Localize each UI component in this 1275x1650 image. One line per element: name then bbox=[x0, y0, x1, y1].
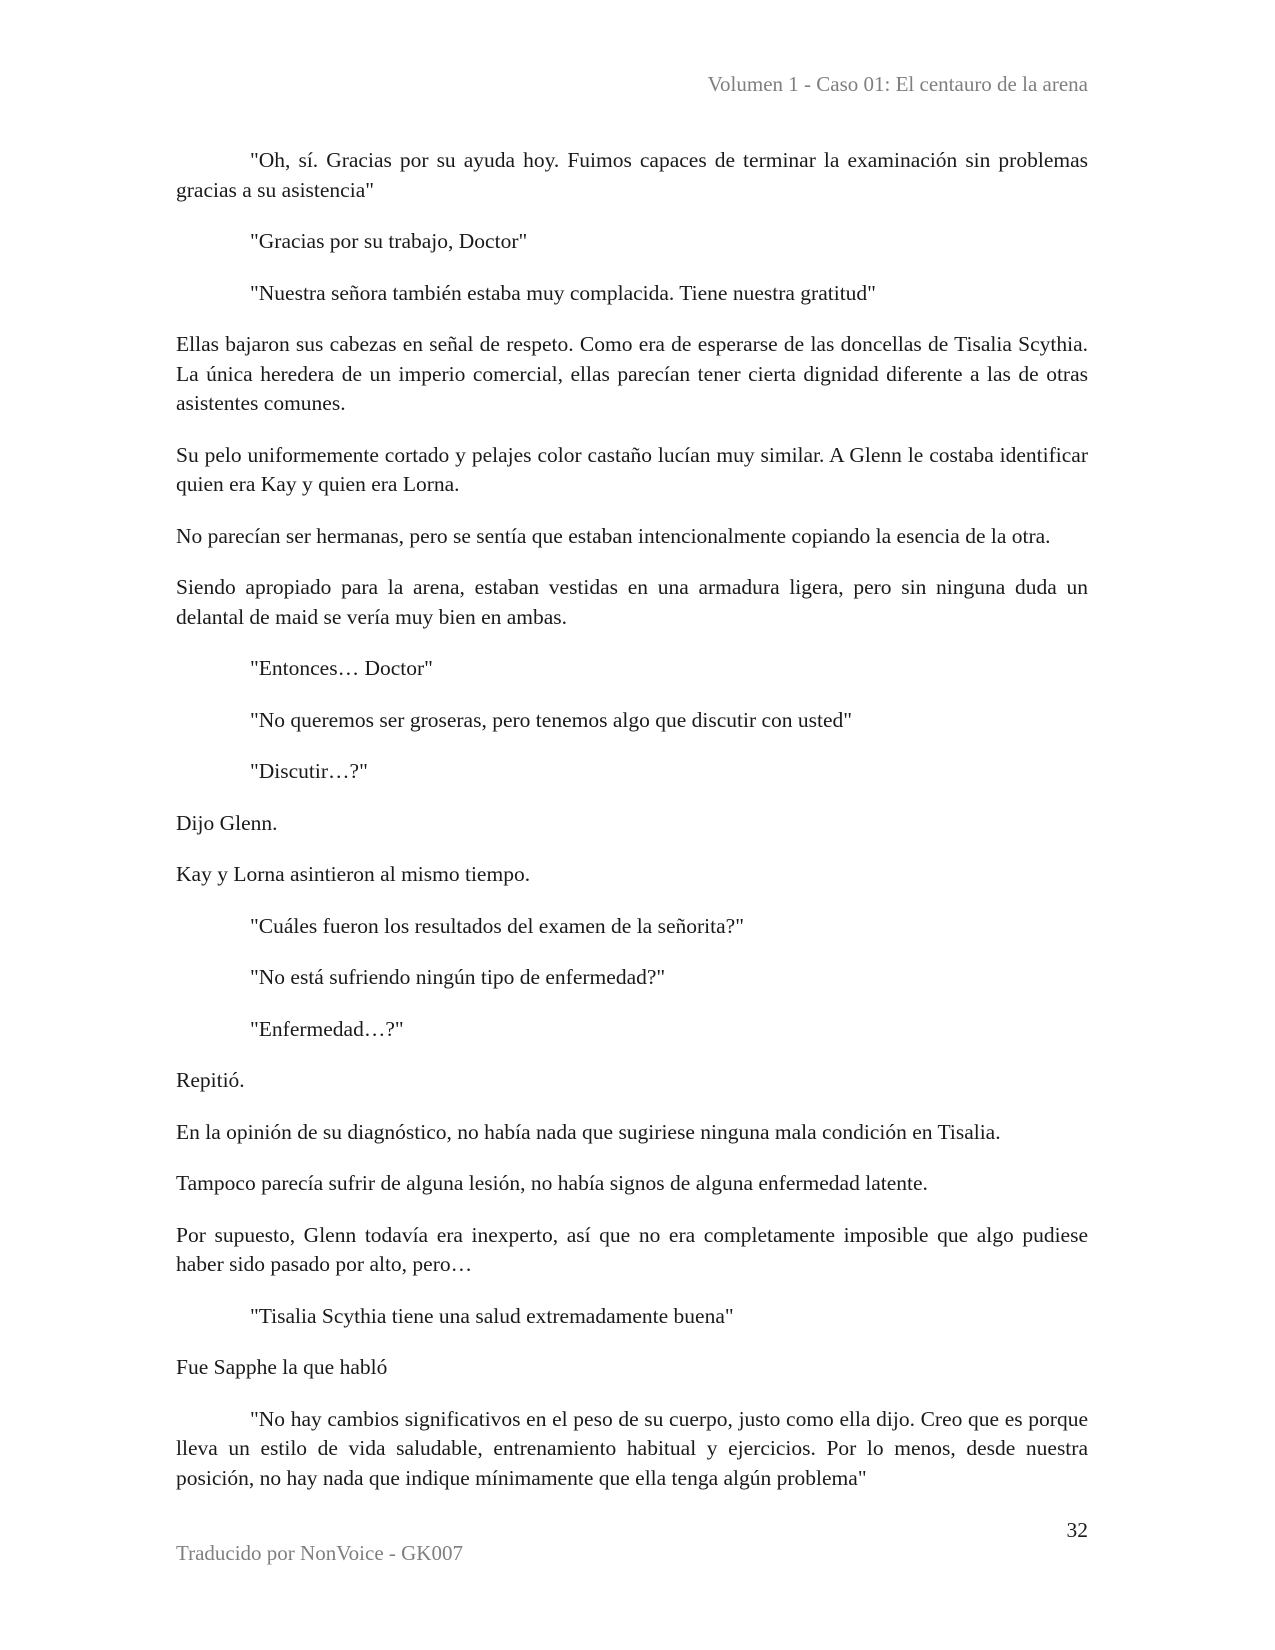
paragraph: Su pelo uniformemente cortado y pelajes color castaño lucían muy similar. A Glenn le costaba identificar quien era Kay y quien era Lorna. bbox=[176, 442, 1088, 496]
paragraph: Ellas bajaron sus cabezas en señal de respeto. Como era de esperarse de las doncellas de Tisalia Scythia. La única heredera de un imperio comercial, ellas parecían tener cierta dignidad diferente a las de otras asistentes comunes. bbox=[176, 332, 1088, 415]
paragraph: "No queremos ser groseras, pero tenemos algo que discutir con usted" bbox=[250, 707, 853, 732]
paragraph: "Nuestra señora también estaba muy complacida. Tiene nuestra gratitud" bbox=[250, 280, 876, 305]
paragraph: Tampoco parecía sufrir de alguna lesión, no había signos de alguna enfermedad latente. bbox=[176, 1171, 928, 1195]
paragraph: "Discutir…?" bbox=[250, 759, 368, 783]
paragraph: Repitió. bbox=[176, 1068, 245, 1092]
paragraph: Dijo Glenn. bbox=[176, 810, 278, 835]
paragraph: "Enfermedad…?" bbox=[250, 1016, 404, 1041]
paragraph: Por supuesto, Glenn todavía era inexperto, así que no era completamente imposible que algo pudiese haber sido pasado por alto, pero… bbox=[176, 1222, 1088, 1276]
page-number: 32 bbox=[1066, 1518, 1088, 1542]
paragraph: No parecían ser hermanas, pero se sentía que estaban intencionalmente copiando la esencia de la otra. bbox=[176, 523, 1051, 548]
paragraph: En la opinión de su diagnóstico, no había nada que sugiriese ninguna mala condición en Tisalia. bbox=[176, 1119, 1001, 1144]
paragraph: "No hay cambios significativos en el peso de su cuerpo, justo como ella dijo. Creo que es porque lleva un estilo de vida saludable, entrenamiento habitual y ejercicios. Por lo menos, desde nuestra posición, no hay nada que indique mínimamente que ella tenga algún problema" bbox=[176, 1406, 1088, 1490]
paragraph: "No está sufriendo ningún tipo de enfermedad?" bbox=[250, 965, 666, 989]
paragraph: Fue Sapphe la que habló bbox=[176, 1355, 388, 1379]
body-text bbox=[176, 146, 1088, 1515]
paragraph: "Oh, sí. Gracias por su ayuda hoy. Fuimos capaces de terminar la examinación sin problemas gracias a su asistencia" bbox=[176, 148, 1088, 202]
running-header: Volumen 1 - Caso 01: El centauro de la arena bbox=[707, 72, 1088, 96]
paragraph: "Cuáles fueron los resultados del examen de la señorita?" bbox=[250, 913, 744, 938]
paragraph: "Tisalia Scythia tiene una salud extremadamente buena" bbox=[250, 1303, 734, 1328]
footer-credit: Traducido por NonVoice - GK007 bbox=[176, 1541, 463, 1565]
paragraph: Kay y Lorna asintieron al mismo tiempo. bbox=[176, 862, 531, 886]
paragraph: "Gracias por su trabajo, Doctor" bbox=[250, 229, 528, 253]
paragraph: "Entonces… Doctor" bbox=[250, 656, 433, 680]
paragraph: Siendo apropiado para la arena, estaban vestidas en una armadura ligera, pero sin ninguna duda un delantal de maid se vería muy bien en ambas. bbox=[176, 575, 1088, 629]
